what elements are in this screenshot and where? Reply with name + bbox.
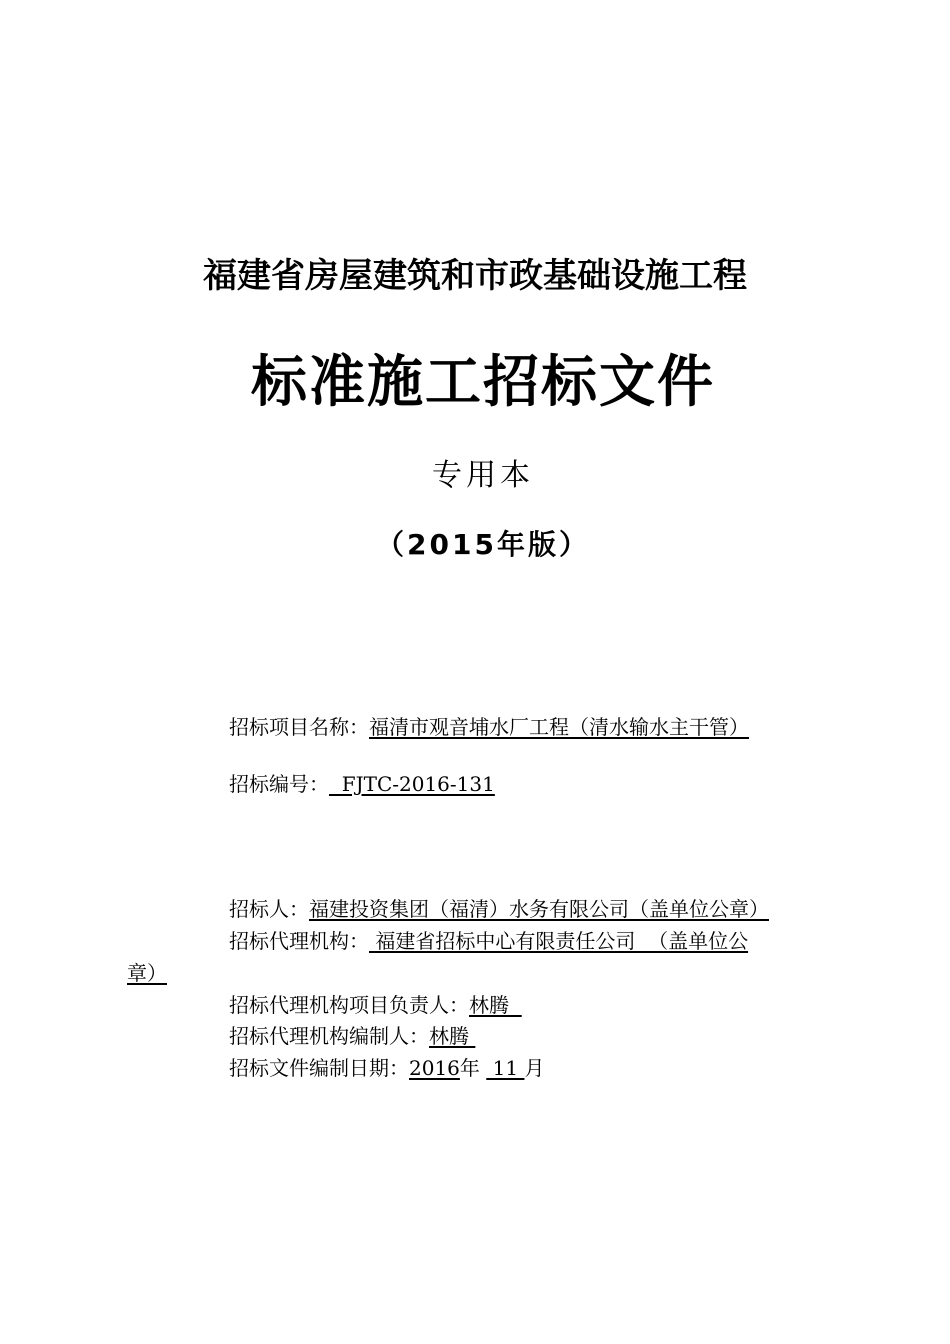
compile-date-month: 11 bbox=[486, 1056, 525, 1080]
agency-line-continued bbox=[127, 961, 167, 985]
compile-date-line bbox=[229, 1056, 544, 1080]
project-code-value: FJTC-2016-131 bbox=[329, 772, 495, 796]
tenderer-value: 福建投资集团（福清）水务有限公司（盖单位公章） bbox=[309, 897, 769, 921]
compile-date-month-unit: 月 bbox=[524, 1056, 545, 1080]
compile-date-label: 招标文件编制日期： bbox=[229, 1056, 409, 1080]
cover-edition: （2015年版） bbox=[376, 528, 590, 561]
project-name-line bbox=[229, 715, 749, 739]
cover-subtitle: 专用本 bbox=[432, 458, 534, 493]
project-code-line bbox=[229, 772, 495, 796]
compile-date-year-unit: 年 bbox=[459, 1056, 480, 1080]
project-manager-value: 林腾 bbox=[469, 993, 522, 1017]
project-manager-line bbox=[229, 993, 522, 1017]
agency-value: 福建省招标中心有限责任公司 （盖单位公 bbox=[369, 929, 749, 953]
tenderer-label: 招标人： bbox=[229, 897, 309, 921]
project-name-value: 福清市观音埔水厂工程（清水输水主干管） bbox=[369, 715, 749, 739]
project-name-label: 招标项目名称： bbox=[229, 715, 369, 739]
project-code-label: 招标编号： bbox=[229, 772, 329, 796]
agency-label: 招标代理机构： bbox=[229, 929, 369, 953]
agency-value-continued: 章） bbox=[127, 961, 167, 985]
cover-title-line1: 福建省房屋建筑和市政基础设施工程 bbox=[203, 256, 747, 296]
compile-date-year: 2016 bbox=[409, 1056, 460, 1080]
compiler-line bbox=[229, 1024, 475, 1048]
cover-title-line2: 标准施工招标文件 bbox=[251, 350, 715, 415]
tenderer-line bbox=[229, 897, 769, 921]
compiler-value: 林腾 bbox=[429, 1024, 476, 1048]
agency-line bbox=[229, 929, 748, 953]
compiler-label: 招标代理机构编制人： bbox=[229, 1024, 429, 1048]
project-manager-label: 招标代理机构项目负责人： bbox=[229, 993, 469, 1017]
